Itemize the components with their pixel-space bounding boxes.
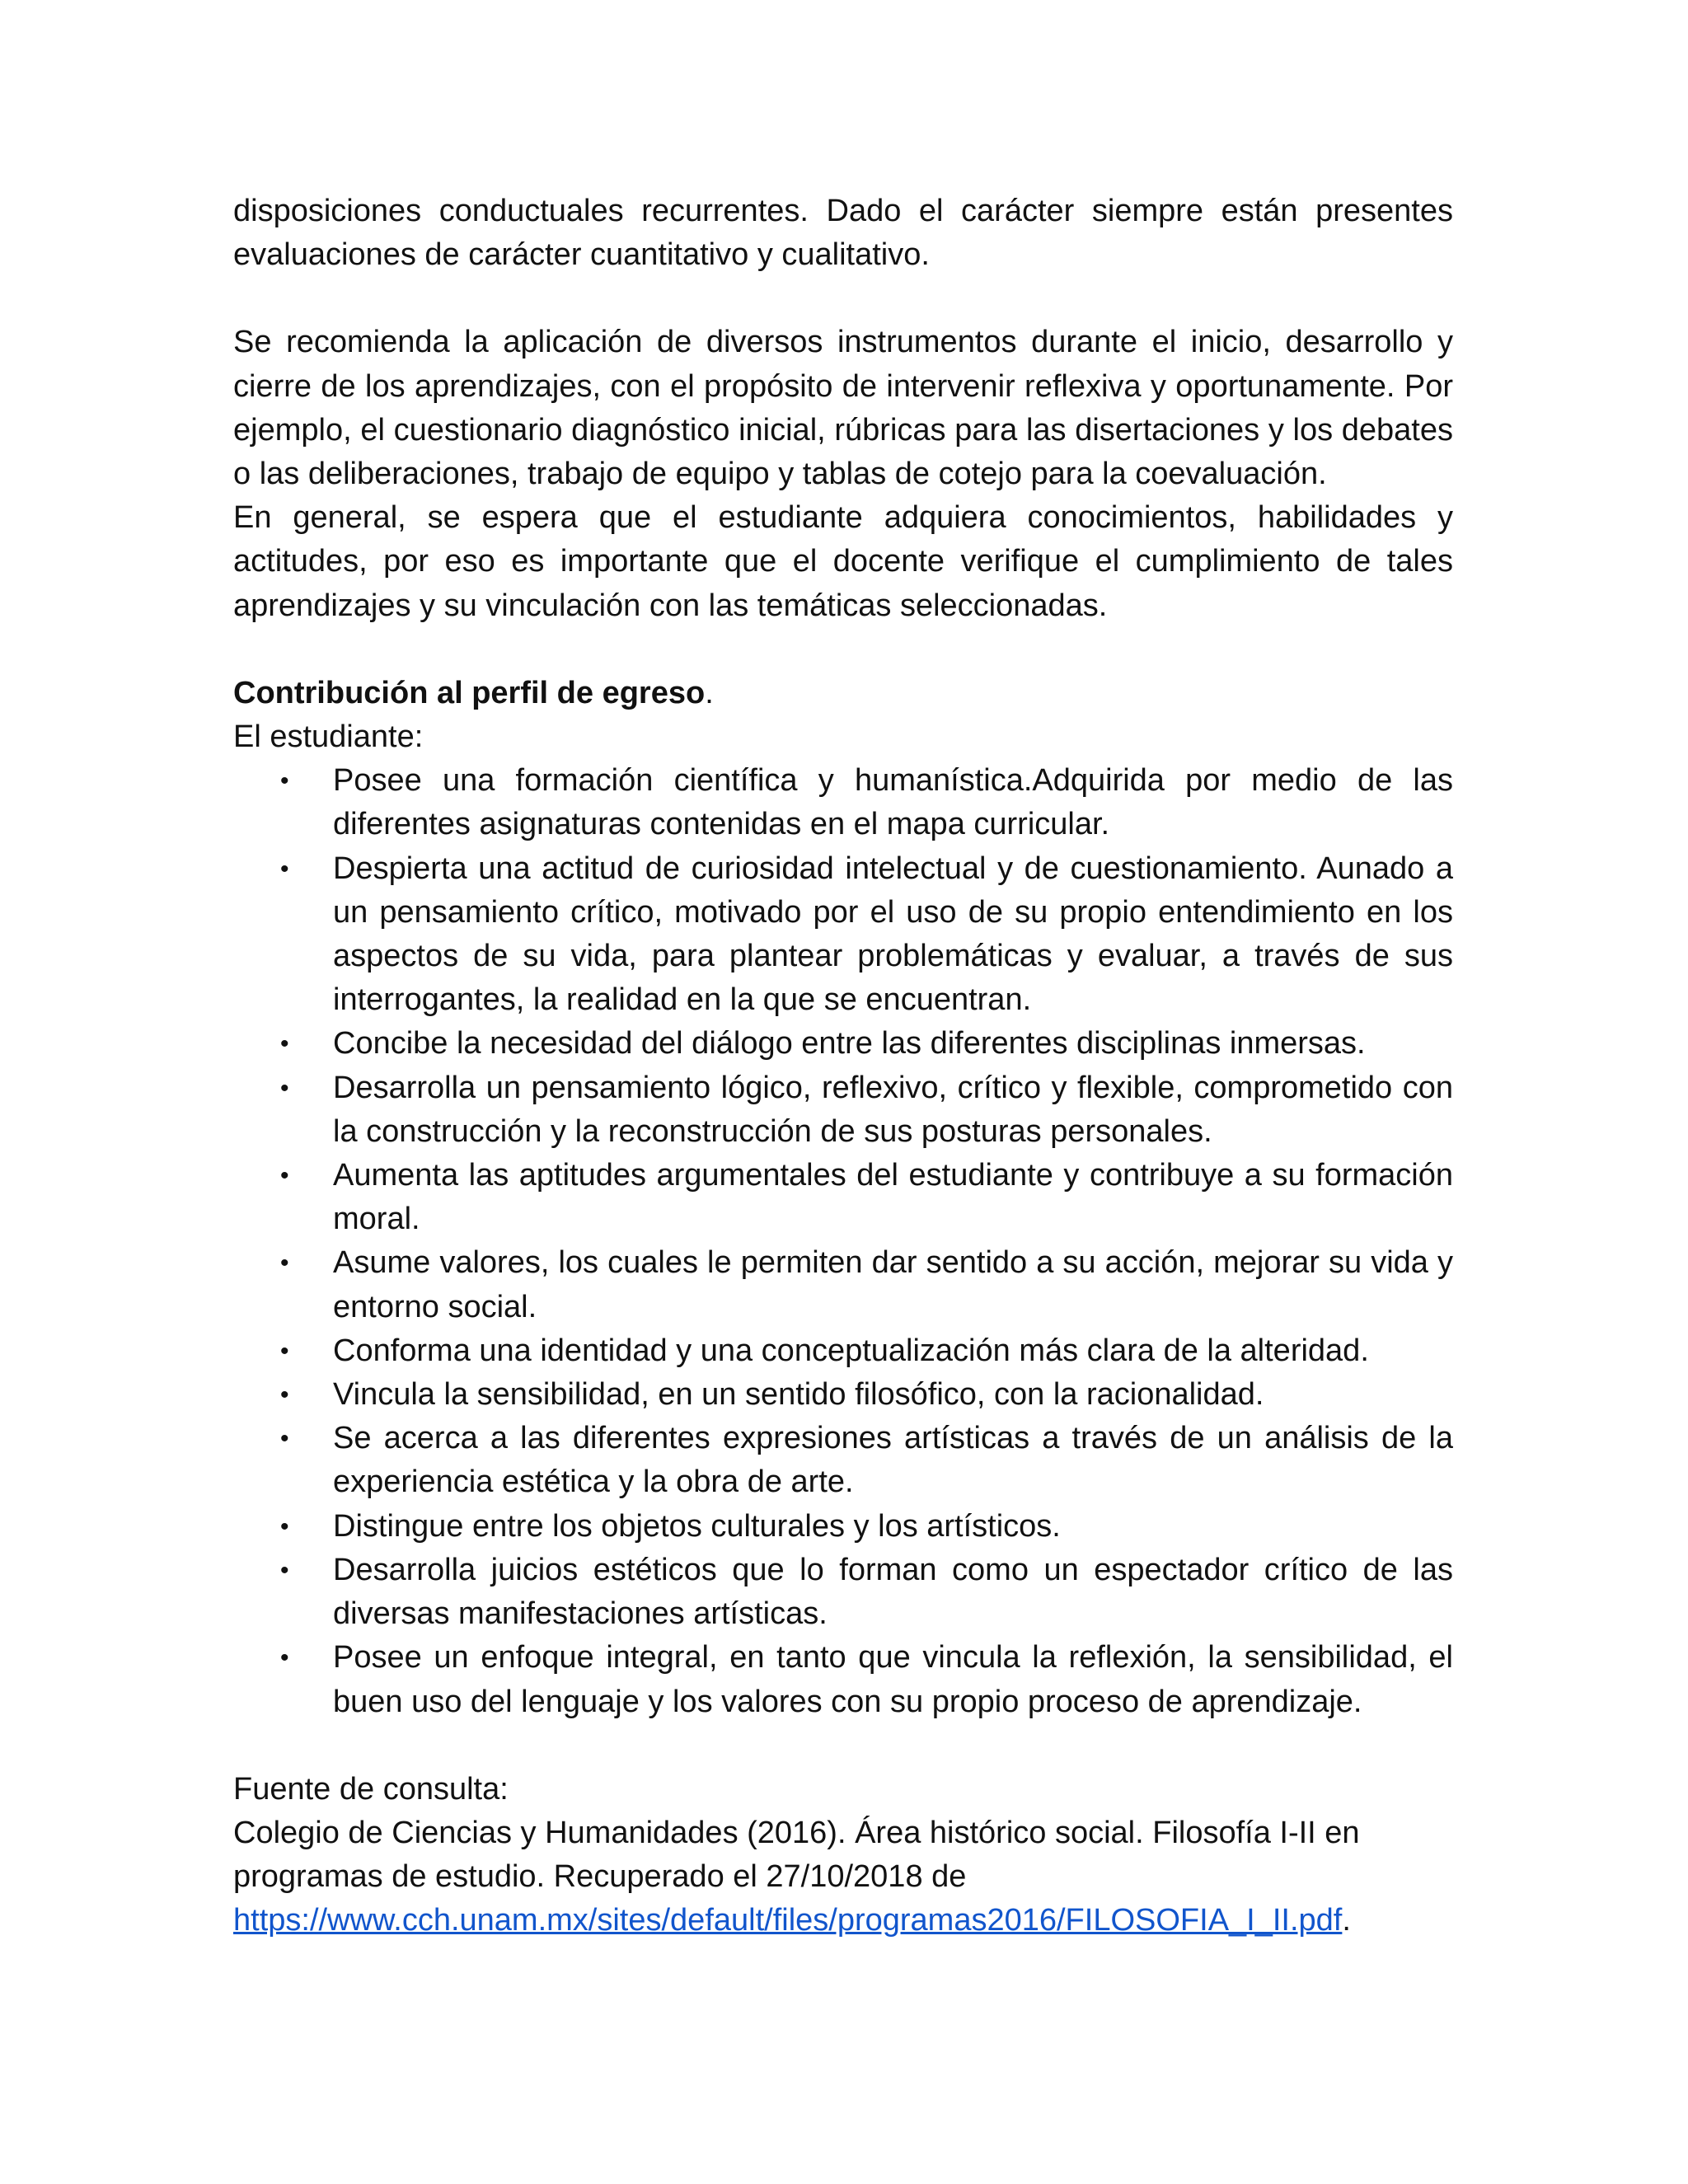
list-item	[280, 1154, 1453, 1241]
bullet-icon: •	[280, 1556, 289, 1584]
section-heading-dot: .	[705, 675, 714, 710]
list-item-text: Despierta una actitud de curiosidad intelectual y de cuestionamiento. Aunado a un pensamiento crítico, motivado por el uso de su propio entendimiento en los aspectos de su vida, para plantear problemáticas y evaluar, a través de sus interrogantes, la realidad en la que se encuentran.	[333, 851, 1453, 1018]
bullet-icon: •	[280, 855, 289, 883]
list-item	[280, 1549, 1453, 1636]
intro-paragraph-1: disposiciones conductuales recurrentes. Dado el carácter siempre están presentes evaluaciones de carácter cuantitativo y cualitativo.	[233, 194, 1453, 273]
bullet-icon: •	[280, 1074, 289, 1102]
bullet-icon: •	[280, 1644, 289, 1672]
source-link[interactable]: https://www.cch.unam.mx/sites/default/files/programas2016/FILOSOFIA_I_II.pdf	[233, 1903, 1343, 1938]
list-item	[280, 1373, 1453, 1417]
source-label: Fuente de consulta:	[233, 1771, 509, 1807]
intro-paragraph-2: Se recomienda la aplicación de diversos instrumentos durante el inicio, desarrollo y cierre de los aprendizajes, con el propósito de intervenir reflexiva y oportunamente. Por ejemplo, el cuestionario diagnóstico inicial, rúbricas para las disertaciones y los debates o las deliberaciones, trabajo de equipo y tablas de cotejo para la coevaluación.	[233, 325, 1453, 492]
list-item-text: Distingue entre los objetos culturales y los artísticos.	[333, 1508, 1061, 1544]
section-heading-text: Contribución al perfil de egreso	[233, 675, 706, 710]
list-item	[280, 1417, 1453, 1504]
list-item-text: Desarrolla juicios estéticos que lo forman como un espectador crítico de las diversas manifestaciones artísticas.	[333, 1552, 1453, 1632]
bullet-icon: •	[280, 1030, 289, 1058]
paragraph-spacer	[233, 1724, 1453, 1768]
list-item	[280, 847, 1453, 1023]
bullet-icon: •	[280, 1162, 289, 1190]
list-item-text: Conforma una identidad y una conceptualización más clara de la alteridad.	[333, 1333, 1369, 1368]
list-item-text: Concibe la necesidad del diálogo entre las diferentes disciplinas inmersas.	[333, 1026, 1366, 1062]
list-item-text: Aumenta las aptitudes argumentales del estudiante y contribuye a su formación moral.	[333, 1158, 1453, 1237]
bullet-icon: •	[280, 1249, 289, 1277]
list-item-text: Asume valores, los cuales le permiten dar sentido a su acción, mejorar su vida y entorno social.	[333, 1245, 1453, 1324]
list-item-text: Posee un enfoque integral, en tanto que vincula la reflexión, la sensibilidad, el buen uso del lenguaje y los valores con su propio proceso de aprendizaje.	[333, 1640, 1453, 1719]
source-link-line	[233, 1899, 1453, 1943]
bullet-icon: •	[280, 1512, 289, 1540]
source-citation-line-2: programas de estudio. Recuperado el 27/10/2018 de	[233, 1859, 967, 1895]
list-item-text: Vincula la sensibilidad, en un sentido filosófico, con la racionalidad.	[333, 1377, 1264, 1413]
bullet-icon: •	[280, 1425, 289, 1453]
list-item	[280, 1022, 1453, 1066]
bullet-icon: •	[280, 767, 289, 795]
section-heading	[233, 672, 1453, 715]
list-item	[280, 1329, 1453, 1373]
paragraph-spacer	[233, 628, 1453, 672]
document-page	[233, 190, 1453, 1943]
intro-paragraph-3: En general, se espera que el estudiante adquiera conocimientos, habilidades y actitudes, por eso es importante que el docente verifique el cumplimiento de tales aprendizajes y su vinculación con las temáticas seleccionadas.	[233, 500, 1453, 623]
bullet-icon: •	[280, 1337, 289, 1365]
list-item	[280, 1636, 1453, 1723]
list-item	[280, 1066, 1453, 1154]
profile-lead: El estudiante:	[233, 719, 424, 755]
list-item	[280, 759, 1453, 846]
bullet-icon: •	[280, 1381, 289, 1409]
list-item-text: Posee una formación científica y humanística.Adquirida por medio de las diferentes asignaturas contenidas en el mapa curricular.	[333, 763, 1453, 842]
list-item-text: Se acerca a las diferentes expresiones artísticas a través de un análisis de la experiencia estética y la obra de arte.	[333, 1421, 1453, 1500]
source-link-suffix: .	[1342, 1903, 1351, 1938]
list-item-text: Desarrolla un pensamiento lógico, reflexivo, crítico y flexible, comprometido con la construcción y la reconstrucción de sus posturas personales.	[333, 1070, 1453, 1149]
list-item	[280, 1241, 1453, 1329]
list-item	[280, 1505, 1453, 1549]
source-citation-line-1: Colegio de Ciencias y Humanidades (2016). Área histórico social. Filosofía I-II en	[233, 1815, 1360, 1850]
paragraph-spacer	[233, 277, 1453, 321]
profile-list	[233, 759, 1453, 1723]
